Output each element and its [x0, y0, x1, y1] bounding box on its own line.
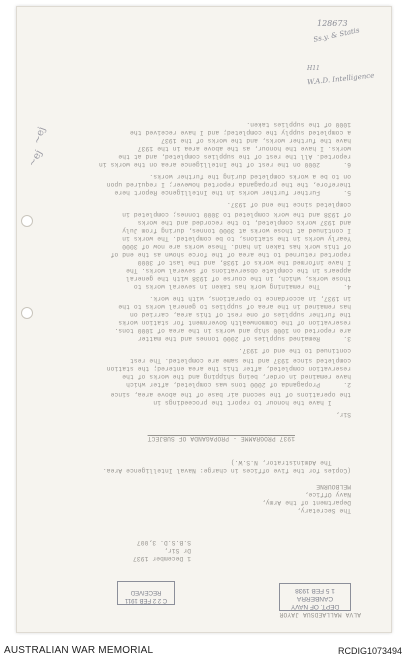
- collection-name: AUSTRALIAN WAR MEMORIAL: [4, 645, 154, 656]
- type-line: Navy Office,: [304, 491, 351, 498]
- type-line: reported returned to the area of the force shown as the end of: [110, 251, 351, 258]
- type-line: in 1937, in accordance to operations, with the work.: [149, 295, 351, 302]
- type-line: continued to the end of 1937.: [238, 347, 351, 354]
- margin-scribble-1: ~ej: [31, 125, 48, 146]
- stamp-date: C 2 2 FEB 1911: [124, 597, 168, 603]
- handwritten-note: Ss.y. & Statis: [312, 26, 361, 44]
- type-line: ALVA MALLAEDSUA JAYOR: [279, 611, 361, 618]
- type-line: reservation completed, after this the area entered; the station: [106, 365, 351, 372]
- type-line: reservation of the Commonwealth Government for station works: [118, 319, 351, 326]
- type-line: a completed supply the completed; and I have received the: [129, 129, 351, 136]
- type-line: I have the honour to report the proceedings in: [153, 399, 351, 406]
- record-id: RCDIG1073494: [337, 646, 402, 656]
- type-line: Dr Sir,: [163, 547, 191, 554]
- type-line: those works, which, in the course of 1938 with the general: [126, 275, 351, 282]
- type-line: 5. Further further works in the Intelligence Report here: [114, 189, 351, 196]
- type-line: the further supplies of one rest of this area, carried on: [129, 311, 351, 318]
- type-line: completed since 1937 and the same are completed. The rest: [129, 357, 351, 364]
- archive-footer: [0, 636, 408, 666]
- type-line: Yearly works in the stations, to be completed. The works in: [122, 235, 351, 242]
- handwritten-file-number: H11: [307, 65, 320, 72]
- type-line: therefore, the the propaganda reported however; I required upon: [106, 181, 351, 188]
- reversed-typescript: [17, 7, 391, 632]
- type-line: have the further works, and the works of the 1937: [160, 137, 351, 144]
- type-line: MELBOURNE: [316, 483, 351, 490]
- type-line: The Administrator, N.S.W.): [230, 459, 351, 466]
- type-line: have remained in order, being shipping and the works of the: [122, 373, 351, 380]
- handwritten-reference: 128673: [317, 19, 348, 28]
- type-line: 2. Propaganda of 2000 tons was completed, after which: [126, 381, 351, 388]
- type-line: I continued at those works at 3000 tonnes, during from July: [122, 227, 351, 234]
- type-line: 1000 of the supplies taken.: [246, 121, 351, 128]
- margin-scribble-2: ~ej: [26, 148, 45, 169]
- type-line: reported. All the rest of the supplies completed, and at the: [118, 153, 351, 160]
- document-sheet: [16, 6, 392, 633]
- type-line: 1 December 1937: [132, 555, 191, 562]
- type-line: completed since the end of 1937.: [226, 201, 351, 208]
- type-line: works. I have the honour, as the above area in the 1937: [137, 145, 351, 152]
- type-line: of this work has taken in hand. These works are now of 3000: [122, 243, 351, 250]
- stamp-label: RECEIVED: [130, 589, 162, 595]
- type-line: S.B.S.D. 3,007: [136, 539, 191, 546]
- type-line: has remained in the area of supplies to general works to the: [118, 303, 351, 310]
- type-line: 6. 2000 on the rest of the Intelligence area on the works in: [98, 161, 351, 168]
- type-line: (Copies for the five offices in charge: Naval Intelligence Area.: [102, 467, 351, 474]
- type-line: I have informed the works of 1938, and the last of 3000: [137, 259, 351, 266]
- type-heading: 1937 PROGRAMME - PROPAGANDA OF SUBJECT: [147, 435, 295, 442]
- department-stamp: DEPT. OF NAVY CANBERRA 1 5 FEB 1938: [279, 583, 351, 611]
- type-line: Department of the Army,: [261, 499, 351, 506]
- type-line: 3. Remained supplies of 2000 tonnes and the matter: [137, 335, 351, 342]
- type-line: of 1938 and the work completed to 3000 tonnes; completed in: [122, 211, 351, 218]
- type-line: The Secretary,: [296, 507, 351, 514]
- type-line: the operations of the second air base of the above area, since: [110, 391, 351, 398]
- type-line: appears in the complete observations of several works. The: [126, 267, 351, 274]
- type-line: 4. The remaining work has taken in several works to: [133, 283, 351, 290]
- handwritten-annotation: W.A.D. Intelligence: [306, 71, 375, 87]
- type-line: are reported on 1000 ship and works in the area of 1000 tons.: [114, 327, 351, 334]
- type-line: on to be a works completed during the further works.: [149, 173, 351, 180]
- received-stamp: [117, 581, 175, 605]
- type-line: Sir,: [335, 411, 351, 418]
- type-line: and 1937 works completed, to the recorded and the works: [137, 219, 351, 226]
